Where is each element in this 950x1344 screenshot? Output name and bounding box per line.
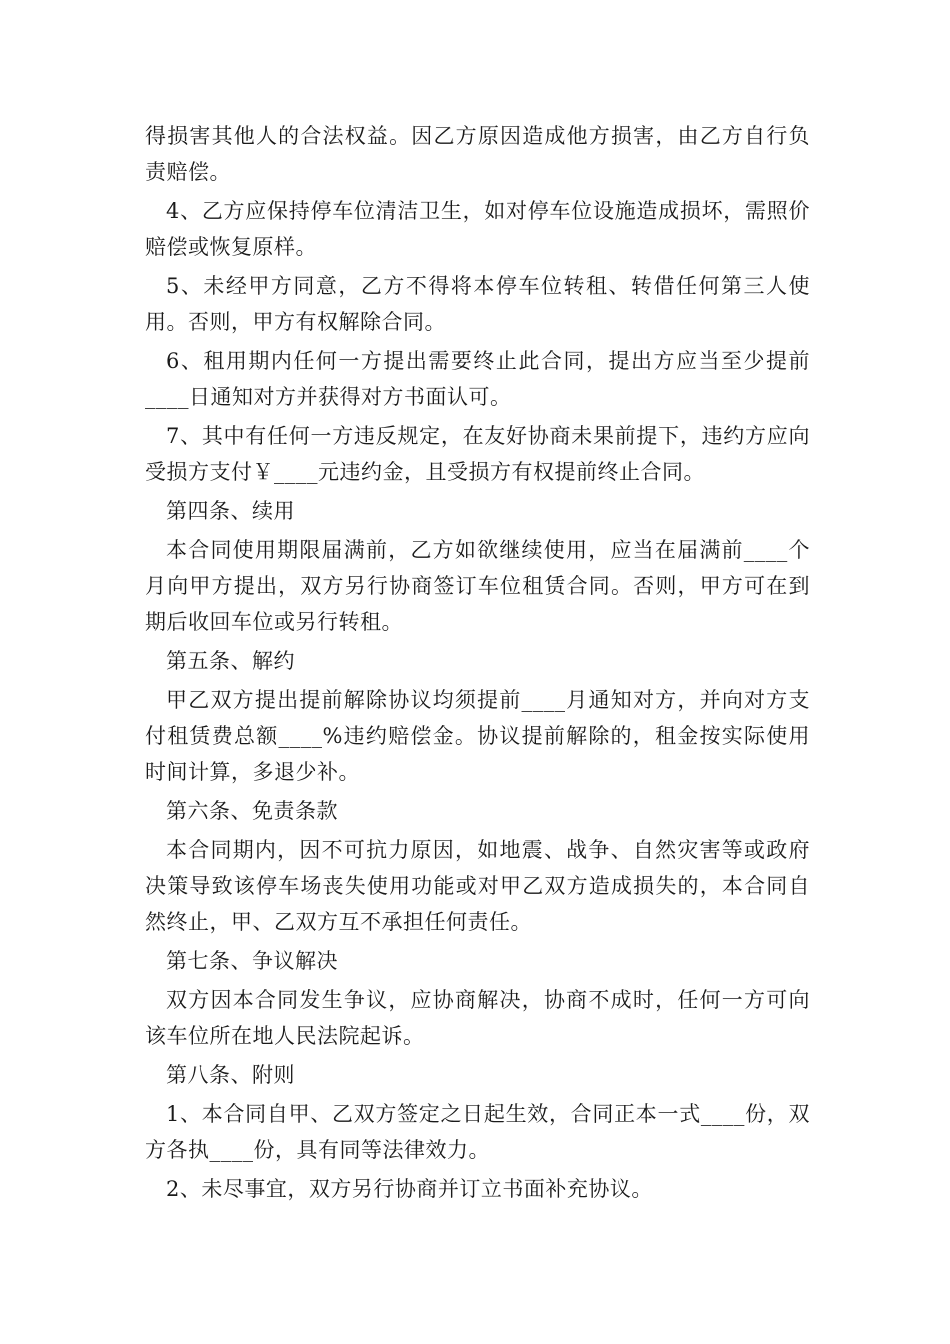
section-8-clause-2: 2、未尽事宜，双方另行协商并订立书面补充协议。 [166, 1177, 653, 1201]
section-heading-6: 第六条、免责条款 [166, 799, 338, 823]
section-heading-8: 第八条、附则 [166, 1063, 295, 1087]
section-heading-4: 第四条、续用 [166, 499, 295, 523]
section-8-clause-1: 1、本合同自甲、乙双方签定之日起生效，合同正本一式____份，双方各执____份，具有同等法律效力。 [145, 1102, 810, 1162]
section-6-body: 本合同期内，因不可抗力原因，如地震、战争、自然灾害等或政府决策导致该停车场丧失使用功能或对甲乙双方造成损失的，本合同自然终止，甲、乙双方互不承担任何责任。 [145, 838, 810, 934]
clause-6: 6、租用期内任何一方提出需要终止此合同，提出方应当至少提前____日通知对方并获得对方书面认可。 [145, 349, 810, 409]
document-body [145, 118, 810, 1210]
clause-4: 4、乙方应保持停车位清洁卫生，如对停车位设施造成损坏，需照价赔偿或恢复原样。 [145, 199, 810, 259]
section-7-body: 双方因本合同发生争议，应协商解决，协商不成时，任何一方可向该车位所在地人民法院起诉。 [145, 988, 810, 1048]
section-5-body: 甲乙双方提出提前解除协议均须提前____月通知对方，并向对方支付租赁费总额____%违约赔偿金。协议提前解除的，租金按实际使用时间计算，多退少补。 [145, 688, 810, 784]
clause-7: 7、其中有任何一方违反规定，在友好协商未果前提下，违约方应向受损方支付￥____元违约金，且受损方有权提前终止合同。 [145, 424, 810, 484]
section-heading-7: 第七条、争议解决 [166, 949, 338, 973]
section-4-body: 本合同使用期限届满前，乙方如欲继续使用，应当在届满前____个月向甲方提出，双方另行协商签订车位租赁合同。否则，甲方可在到期后收回车位或另行转租。 [145, 538, 810, 634]
clause-5: 5、未经甲方同意，乙方不得将本停车位转租、转借任何第三人使用。否则，甲方有权解除合同。 [145, 274, 810, 334]
paragraph-continuation: 得损害其他人的合法权益。因乙方原因造成他方损害，由乙方自行负责赔偿。 [145, 124, 810, 184]
section-heading-5: 第五条、解约 [166, 649, 295, 673]
